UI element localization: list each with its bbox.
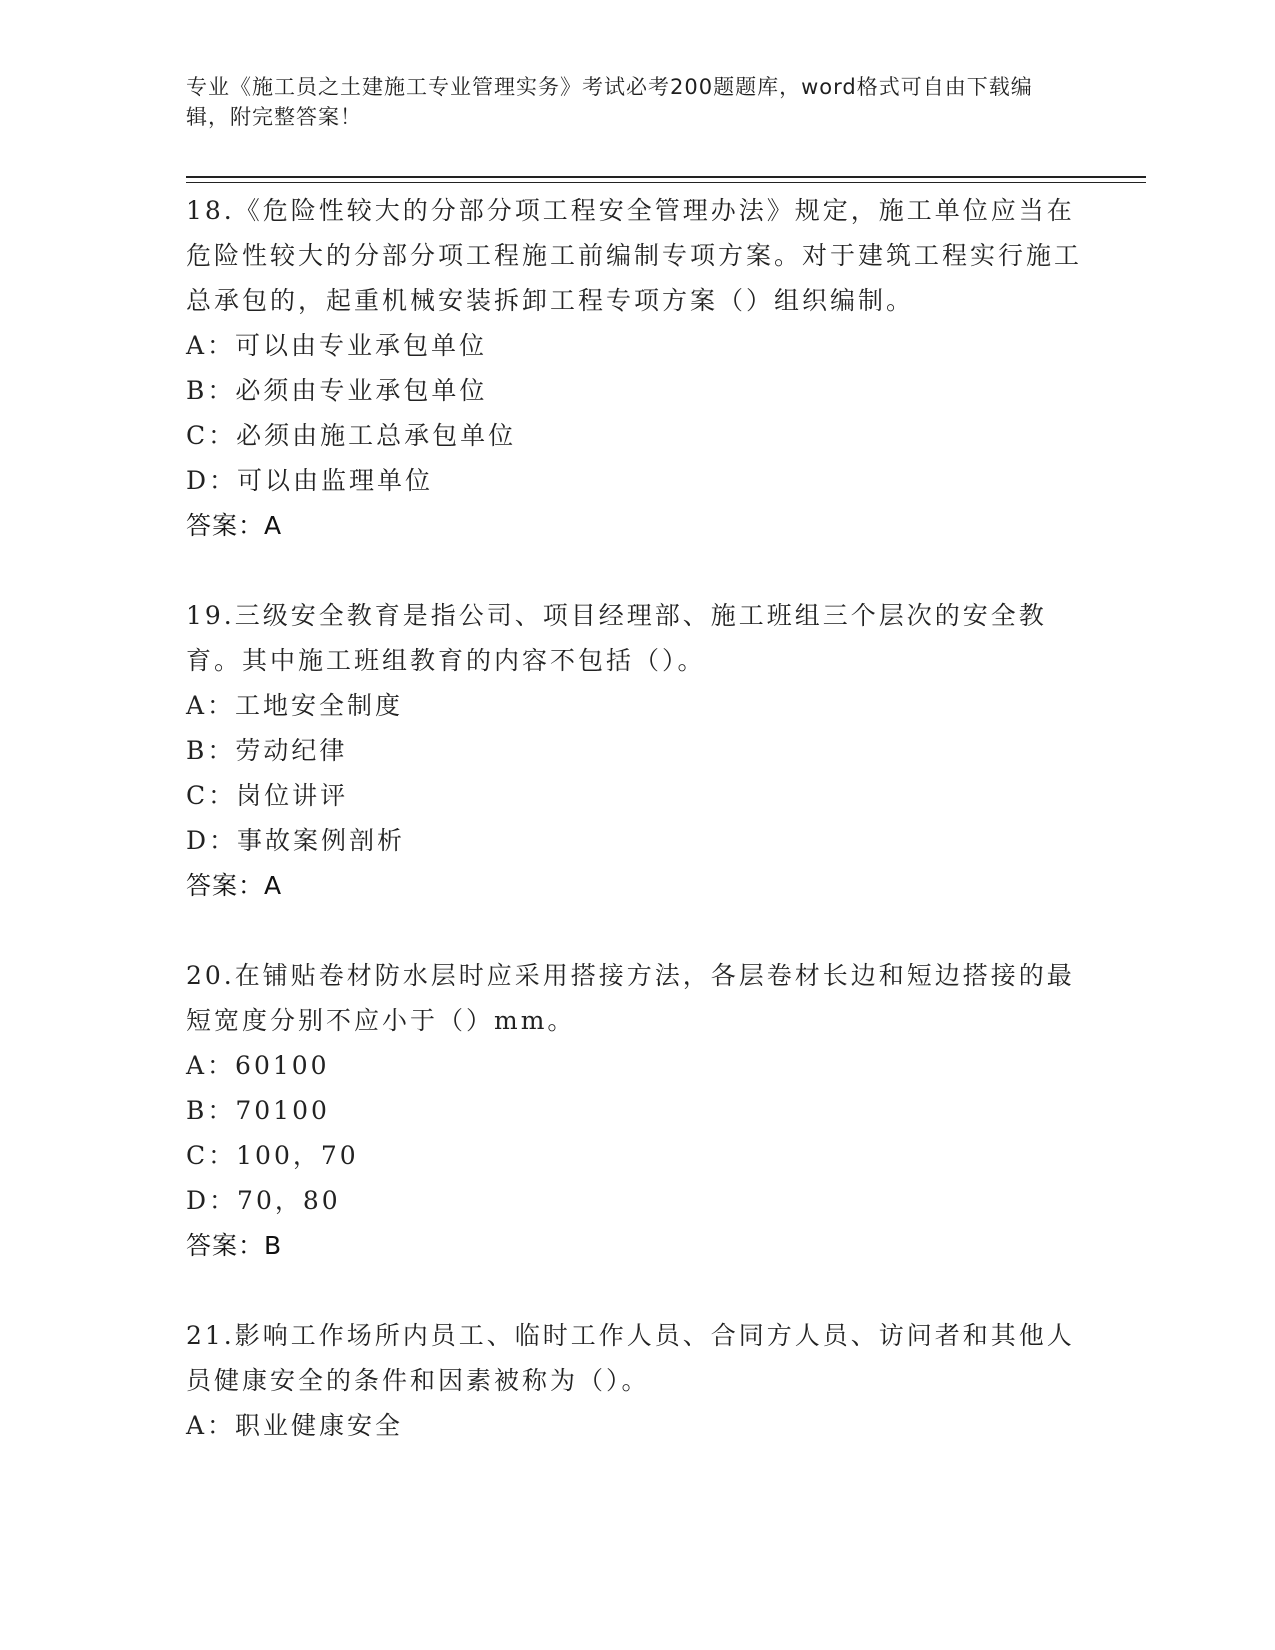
question-21 [186, 1313, 1086, 1448]
option-c: C：100，70 [186, 1141, 359, 1170]
option-a: A：职业健康安全 [186, 1411, 404, 1440]
option-b: B：劳动纪律 [186, 736, 348, 765]
question-stem: 21.影响工作场所内员工、临时工作人员、合同方人员、访问者和其他人员健康安全的条件和因素被称为（）。 [186, 1321, 1075, 1395]
option-d: D：事故案例剖析 [186, 826, 406, 855]
question-stem: 18.《危险性较大的分部分项工程安全管理办法》规定，施工单位应当在危险性较大的分部分项工程施工前编制专项方案。对于建筑工程实行施工总承包的，起重机械安装拆卸工程专项方案（）组织编制。 [186, 196, 1083, 315]
question-stem: 20.在铺贴卷材防水层时应采用搭接方法，各层卷材长边和短边搭接的最短宽度分别不应小于（）mm。 [186, 961, 1075, 1035]
option-a: A：60100 [186, 1051, 330, 1080]
option-c: C：岗位讲评 [186, 781, 349, 810]
question-gap [186, 908, 1086, 953]
header-rule-thin [186, 182, 1146, 183]
question-18 [186, 188, 1086, 548]
answer-line: 答案：A [186, 871, 283, 900]
option-d: D：可以由监理单位 [186, 466, 434, 495]
option-b: B：70100 [186, 1096, 330, 1125]
option-b: B：必须由专业承包单位 [186, 376, 488, 405]
answer-line: 答案：B [186, 1231, 283, 1260]
document-header: 专业《施工员之土建施工专业管理实务》考试必考200题题库，word格式可自由下载编辑，附完整答案！ [186, 75, 1033, 129]
option-d: D：70，80 [186, 1186, 341, 1215]
question-20 [186, 953, 1086, 1268]
question-gap [186, 1268, 1086, 1313]
option-a: A：工地安全制度 [186, 691, 404, 720]
question-stem: 19.三级安全教育是指公司、项目经理部、施工班组三个层次的安全教育。其中施工班组教育的内容不包括（）。 [186, 601, 1047, 675]
answer-line: 答案：A [186, 511, 283, 540]
question-list [186, 188, 1086, 1448]
option-c: C：必须由施工总承包单位 [186, 421, 517, 450]
header-rule-thick [186, 176, 1146, 178]
option-a: A：可以由专业承包单位 [186, 331, 488, 360]
question-19 [186, 593, 1086, 908]
question-gap [186, 548, 1086, 593]
